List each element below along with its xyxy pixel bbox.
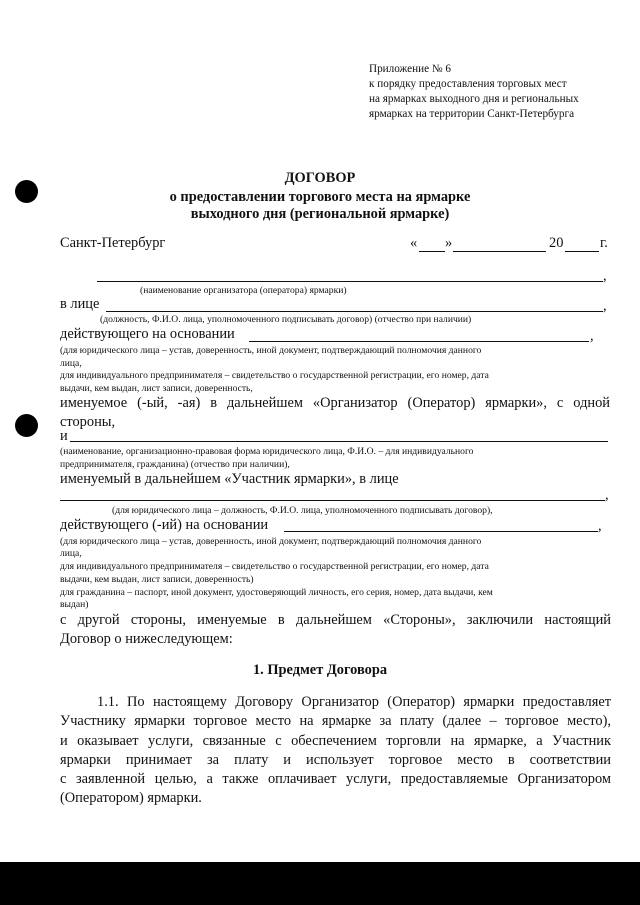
basis-note: (для юридического лица – устав, доверенность, иной документ, подтверждающий полномочия данного <box>60 536 482 547</box>
acting-basis-blank <box>249 341 589 342</box>
text-line: (Оператором) ярмарки. <box>60 790 202 807</box>
participant-name-blank <box>70 441 608 442</box>
text-line: 1.1. По настоящему Договору Организатор (Оператор) ярмарки предоставляет <box>97 694 611 710</box>
text-line: ярмарки принимает за плату и использует торговое место в соответствии <box>60 751 611 768</box>
comma: , <box>605 487 609 503</box>
in-person-label: в лице <box>60 296 100 312</box>
text-line: именуемое (-ый, -ая) в дальнейшем «Организатор (Оператор) ярмарки», с одной <box>60 395 610 411</box>
date-month-blank <box>453 251 546 252</box>
acting-basis-label: действующего на основании <box>60 326 235 342</box>
participant-representative-blank <box>60 500 605 501</box>
appendix-line: на ярмарках выходного дня и региональных <box>369 93 579 105</box>
date-quote-open: « <box>410 235 418 251</box>
organizer-named-paragraph <box>60 394 610 433</box>
basis-note: выдачи, кем выдан, лист записи, доверенность, <box>60 383 253 394</box>
document-subtitle: о предоставлении торгового места на ярмарке <box>169 189 471 205</box>
organizer-caption: (наименование организатора (оператора) ярмарки) <box>140 285 347 296</box>
organizer-name-blank <box>97 281 603 282</box>
basis-note: лица, <box>60 358 82 369</box>
text-line: и оказывает услуги, связанные с обеспечением торговли на ярмарке, а Участник <box>60 732 611 749</box>
basis-note: для гражданина – паспорт, иной документ, удостоверяющий личность, его серия, номер, дата выдачи, кем <box>60 587 493 598</box>
participant-named: именуемый в дальнейшем «Участник ярмарки», в лице <box>60 471 399 487</box>
date-day-blank <box>419 251 445 252</box>
acting-basis-blank-2 <box>284 531 598 532</box>
basis-note: выдачи, кем выдан, лист записи, доверенность) <box>60 574 254 585</box>
preamble-closing <box>60 611 611 650</box>
section-heading: 1. Предмет Договора <box>252 662 388 678</box>
binder-hole-bottom <box>15 414 38 437</box>
and-label: и <box>60 428 68 444</box>
text-line: с другой стороны, именуемые в дальнейшем «Стороны», заключили настоящий <box>60 612 611 628</box>
basis-note: выдан) <box>60 599 89 610</box>
document-title: ДОГОВОР <box>284 170 356 186</box>
date-year-prefix: 20 <box>549 235 564 251</box>
appendix-line: ярмарках на территории Санкт-Петербурга <box>369 108 575 120</box>
city-name: Санкт-Петербург <box>60 235 166 251</box>
appendix-note <box>369 62 634 122</box>
participant-caption: предпринимателя, гражданина) (отчество при наличии), <box>60 459 290 470</box>
appendix-line: к порядку предоставления торговых мест <box>369 78 567 90</box>
text-line: Договор о нижеследующем: <box>60 631 233 648</box>
representative-blank <box>106 311 603 312</box>
basis-note: для индивидуального предпринимателя – свидетельство о государственной регистрации, его номер, дата <box>60 370 489 381</box>
comma: , <box>603 268 607 284</box>
text-line: стороны, <box>60 414 116 431</box>
date-year-suffix: г. <box>600 235 608 251</box>
text-line: с заявленной целью, а также оплачивает услуги, предоставляемые Организатором <box>60 771 611 788</box>
comma: , <box>603 298 607 314</box>
acting-basis-label-2: действующего (-ий) на основании <box>60 517 269 533</box>
clause-1-1 <box>60 693 611 809</box>
participant-representative-caption: (для юридического лица – должность, Ф.И.О. лица, уполномоченного подписывать договор), <box>112 505 493 516</box>
document-subtitle: выходного дня (региональной ярмарке) <box>190 206 450 222</box>
representative-caption: (должность, Ф.И.О. лица, уполномоченного подписывать договор) (отчество при наличии) <box>100 314 472 325</box>
comma: , <box>590 328 594 344</box>
appendix-line: Приложение № 6 <box>369 63 451 75</box>
text-line: Участнику ярмарки торговое место на ярмарке за плату (далее – торговое место), <box>60 713 611 730</box>
basis-note: (для юридического лица – устав, доверенность, иной документ, подтверждающий полномочия данного <box>60 345 482 356</box>
date-year-blank <box>565 251 599 252</box>
scan-edge-band <box>0 862 640 905</box>
participant-caption: (наименование, организационно-правовая форма юридического лица, Ф.И.О. – для индивидуального <box>60 446 474 457</box>
basis-note: для индивидуального предпринимателя – свидетельство о государственной регистрации, его номер, дата <box>60 561 489 572</box>
basis-note: лица, <box>60 548 82 559</box>
comma: , <box>598 518 602 534</box>
date-quote-close: » <box>445 235 453 251</box>
